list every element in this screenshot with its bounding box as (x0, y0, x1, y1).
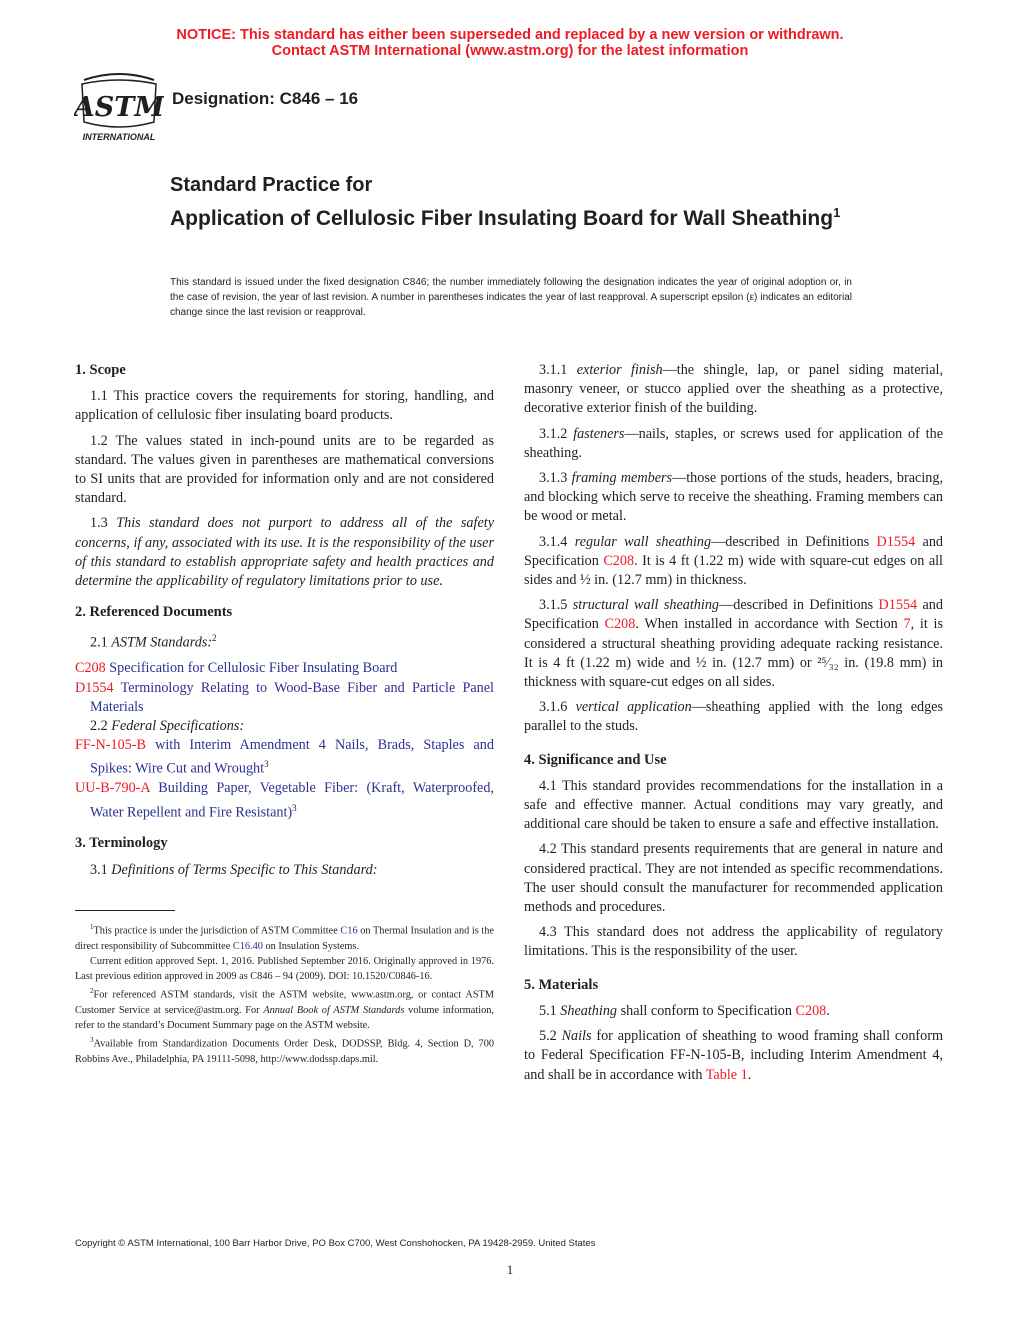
logo-subtitle: INTERNATIONAL (82, 132, 156, 142)
ref-code[interactable]: D1554 (75, 679, 114, 696)
fn-text: on Insulation Systems. (262, 940, 360, 952)
para-text: shall conform to Specification (617, 1002, 796, 1019)
para-1-3-text: This standard does not purport to address all of the safety concerns, if any, associated with its use. It is the responsibility of the user of this standard to establish appropriate safety and health practices and determine the applicability of regulatory limitations prior to use. (75, 515, 494, 590)
para-4-3: 4.3 This standard does not address the applicability of regulatory limitations. This is the responsibility of the user. (524, 924, 943, 960)
term: exterior finish (576, 362, 663, 378)
section-materials-heading: 5. Materials (524, 976, 599, 993)
definition: —described in Definitions (711, 533, 877, 550)
title-footnote-mark: 1 (833, 205, 841, 220)
para-3-1-6 (524, 698, 943, 736)
definition: —the shingle, lap, or panel siding material, masonry veneer, or stucco applied over the sheathing as a protective, decorative exterior finish of the building. (524, 362, 943, 417)
definition: and Specification (524, 533, 944, 569)
term: Sheathing (560, 1002, 618, 1019)
para-3-1-4 (524, 533, 943, 591)
issued-note: This standard is issued under the fixed designation C846; the number immediately following the designation indicates the year of original adoption or, in the case of revision, the year of last revision. A number in parentheses indicates the year of last reapproval. A superscript epsilon (ε) indicates an editorial change since the last revision or reapproval. (170, 277, 852, 318)
page-number: 1 (506, 1262, 514, 1277)
term: Nails (561, 1028, 592, 1045)
ref-code[interactable]: FF-N-105-B (75, 737, 146, 754)
d1554-link[interactable]: D1554 (876, 533, 916, 550)
para-text: . (826, 1002, 830, 1019)
para-number: 2.1 (90, 635, 112, 652)
copyright: Copyright © ASTM International, 100 Barr Harbor Drive, PO Box C700, West Conshohocken, PA 19428-2959. United States (75, 1238, 596, 1249)
title-prefix: Standard Practice for (170, 174, 373, 196)
c208-link[interactable]: C208 (603, 552, 635, 569)
para-4-1: 4.1 This standard provides recommendations for the installation in a safe and effective manner. Actual conditions may vary greatly, and additional care should be taken to ensure a safe and effective installation. (524, 777, 943, 833)
ref-code[interactable]: C208 (75, 660, 106, 677)
section-refdocs-heading: 2. Referenced Documents (75, 604, 233, 621)
section-terminology-heading: 3. Terminology (75, 835, 168, 852)
reference-c208[interactable] (75, 659, 494, 678)
section-significance-heading: 4. Significance and Use (524, 751, 667, 768)
para-number: 2.2 (90, 717, 112, 734)
para-5-1 (524, 1002, 943, 1021)
committee-link[interactable]: C16 (340, 925, 358, 937)
footnotes (75, 920, 494, 1067)
para-number: 3.1.6 (539, 699, 576, 716)
para-number: 3.1.4 (539, 533, 575, 550)
astm-logo (74, 72, 164, 144)
designation: Designation: C846 – 16 (172, 89, 359, 108)
para-number: 5.1 (539, 1002, 561, 1019)
reference-uu-b-790-a[interactable] (75, 779, 494, 822)
notice-line-1: NOTICE: This standard has either been superseded and replaced by a new version or withdrawn. (176, 27, 844, 43)
footnote-3: $^3$Available from Standardization Documents Order Desk, DODSSP, Bldg. 4, Section D, 700 Robbins Ave., Philadelphia, PA 19111-5098, http://www.dodssp.daps.mil. (75, 1036, 494, 1065)
d1554-link[interactable]: D1554 (878, 597, 918, 614)
para-2-1 (75, 629, 494, 653)
fn-text: Available from Standardization Documents Order Desk, DODSSP, Bldg. 4, Section D, 700 Robbins Ave., Philadelphia, PA 19111-5098, http://www.dodssp.daps.mil. (75, 1038, 494, 1065)
para-2-2 (75, 717, 494, 736)
fn-text: on Thermal Insulation and is the direct responsibility of Subcommittee (75, 925, 494, 952)
para-number: 3.1.5 (539, 597, 573, 614)
fn-text: For referenced ASTM standards, visit the ASTM website, www.astm.org, or contact ASTM Customer Service at service@astm.org. For (75, 989, 494, 1016)
para-5-2 (524, 1027, 943, 1085)
term: framing members (571, 470, 673, 487)
definition: —nails, staples, or screws used for application of the sheathing. (524, 425, 943, 461)
ref-title[interactable]: Specification for Cellulosic Fiber Insulating Board (105, 660, 398, 677)
section-scope-heading: 1. Scope (75, 362, 126, 378)
para-3-1-1 (524, 361, 943, 419)
c208-link[interactable]: C208 (604, 616, 636, 633)
c208-link[interactable]: C208 (795, 1002, 827, 1019)
footnote-ref: 2 (212, 633, 217, 644)
definition: , it is considered a structural sheathing providing adequate racking resistance. It is 4 ft (1.22 m) wide and ½ in. (12.7 mm) or ²⁵⁄₃₂ in. (19.8 mm) in thickness with square-cut edges on all sides. (524, 616, 943, 691)
para-text: for application of sheathing to wood framing shall conform to Federal Specification FF-N-105-B, including Interim Amendment 4, and shall be in accordance with (524, 1028, 944, 1083)
title-text: Application of Cellulosic Fiber Insulating Board for Wall Sheathing (170, 207, 834, 230)
para-number: 5.2 (539, 1028, 562, 1045)
definition: —sheathing applied with the long edges parallel to the studs. (524, 699, 943, 735)
fn-text: Annual Book of ASTM Standards (263, 1004, 405, 1016)
ref-title[interactable]: Building Paper, Vegetable Fiber: (Kraft, Waterproofed, Water Repellent and Fire Resistant) (90, 780, 494, 821)
para-number: 3.1.2 (539, 425, 574, 442)
document-title (170, 199, 870, 232)
notice-line-2: Contact ASTM International (www.astm.org) for the latest information (271, 43, 749, 59)
right-column (524, 361, 943, 1091)
footnote-divider (75, 910, 175, 911)
fn-text: volume information, refer to the standard’s Document Summary page on the ASTM website. (75, 1004, 494, 1032)
reference-ff-n-105-b[interactable] (75, 736, 494, 779)
term: vertical application (575, 699, 692, 716)
para-number: 3.1.3 (539, 470, 572, 487)
para-text: . (747, 1066, 752, 1083)
definition: —those portions of the studs, headers, bracing, and blocking which serve to receive the sheathing. Framing members can be wood or metal. (524, 470, 943, 525)
ref-code[interactable]: UU-B-790-A (75, 780, 150, 797)
ref-title[interactable]: with Interim Amendment 4 Nails, Brads, Staples and Spikes: Wire Cut and Wrought (90, 737, 494, 778)
definition: . When installed in accordance with Section (635, 616, 904, 633)
para-1-1: 1.1 This practice covers the requirements for storing, handling, and application of cellulosic fiber insulating board products. (75, 388, 494, 424)
subcommittee-link[interactable]: C16.40 (232, 940, 263, 952)
para-number: 1.3 (90, 515, 117, 532)
footnote-ref: 3 (292, 802, 297, 813)
definition: —described in Definitions (719, 597, 879, 614)
table-1-link[interactable]: Table 1 (705, 1066, 748, 1083)
fn-text: This practice is under the jurisdiction of ASTM Committee (93, 925, 341, 937)
footnote-2: $^2$For referenced ASTM standards, visit the ASTM website, www.astm.org, or contact ASTM Customer Service at service@astm.org. For Annual Book of ASTM Standards volume information, refer to the standard’s Document Summary page on the ASTM website. (75, 987, 494, 1032)
para-3-1-3 (524, 469, 943, 527)
para-number: 3.1 (90, 861, 112, 878)
astm-logo-icon (74, 72, 164, 144)
para-number: 3.1.1 (539, 362, 577, 378)
para-2-1-text: ASTM Standards: (111, 635, 213, 652)
section-7-link[interactable]: 7 (903, 616, 911, 633)
para-3-1-5 (524, 596, 943, 692)
para-3-1-text: Definitions of Terms Specific to This Standard: (111, 861, 378, 878)
para-3-1-2 (524, 425, 943, 463)
definition: and Specification (524, 597, 943, 633)
reference-d1554[interactable] (75, 679, 494, 717)
para-3-1 (75, 861, 494, 880)
left-column (75, 361, 494, 886)
ref-title[interactable]: Terminology Relating to Wood-Base Fiber and Particle Panel Materials (90, 679, 494, 715)
definition: . It is 4 ft (1.22 m) wide with square-cut edges on all sides and ½ in. (12.7 mm) in thickness. (524, 552, 943, 589)
para-1-3 (75, 514, 494, 591)
para-1-2: 1.2 The values stated in inch-pound units are to be regarded as standard. The values given in parentheses are mathematical conversions to SI units that are provided for information only and are not considered standard. (75, 432, 494, 507)
logo-letters: ASTM (74, 92, 164, 123)
para-2-2-text: Federal Specifications: (111, 717, 245, 734)
term: regular wall sheathing (574, 533, 712, 550)
para-4-2: 4.2 This standard presents requirements that are general in nature and considered practical. They are not intended as specific recommendations. The user should consult the manufacturer for recommended application methods and procedures. (524, 841, 943, 916)
footnote-1: $^1$This practice is under the jurisdiction of ASTM Committee C16 on Thermal Insulation and is the direct responsibility of Subcommittee C16.40 on Insulation Systems. (75, 923, 494, 952)
term: fasteners (573, 425, 625, 442)
term: structural wall sheathing (572, 597, 720, 614)
footnote-1-edition: Current edition approved Sept. 1, 2016. Published September 2016. Originally approved in 1976. Last previous edition approved in 2009 as C846 – 94 (2009). DOI: 10.1520/C0846-16. (75, 955, 494, 983)
footnote-ref: 3 (264, 759, 269, 770)
